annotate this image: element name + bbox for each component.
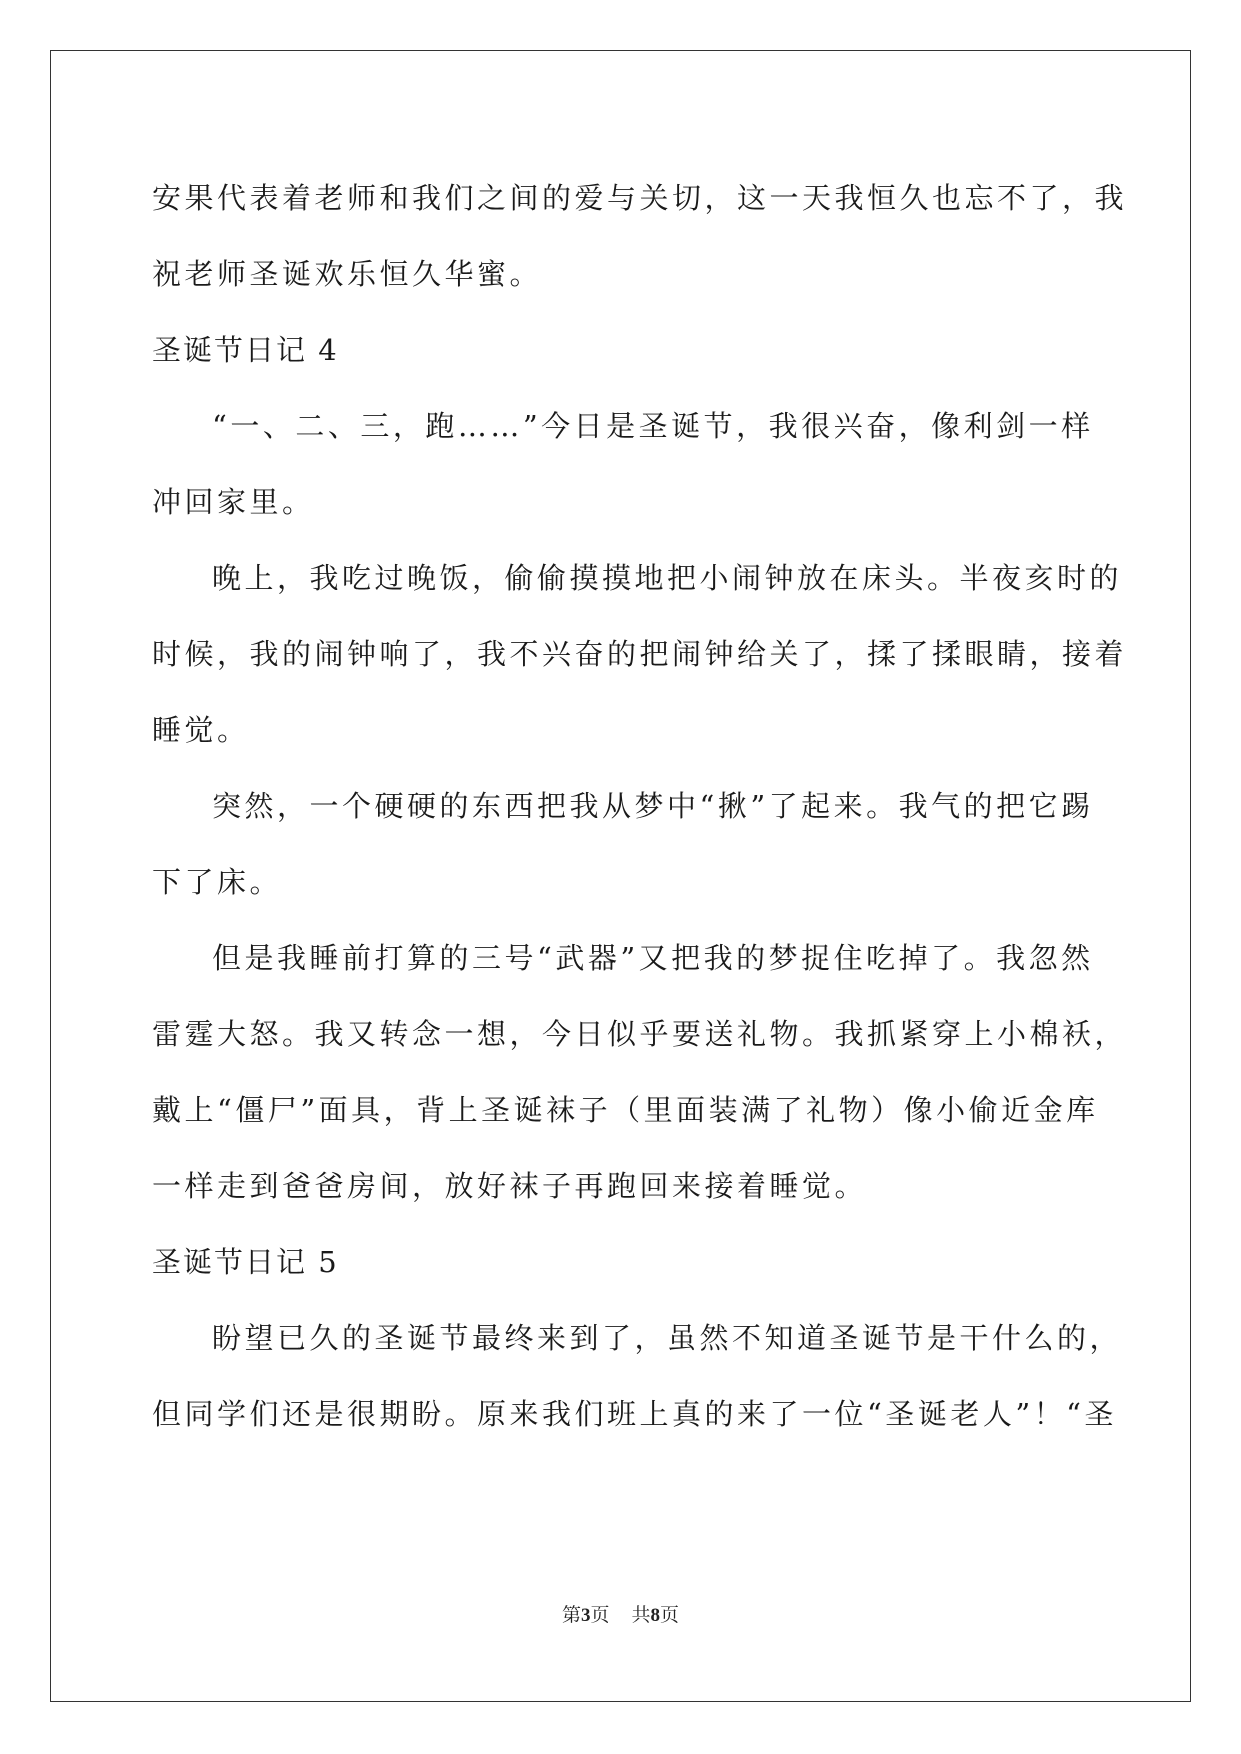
footer-prefix: 第 <box>561 1605 581 1626</box>
text-line: 但同学们还是很期盼。原来我们班上真的来了一位“圣诞老人”！“圣 <box>152 1397 1117 1431</box>
section-heading: 圣诞节日记 5 <box>152 1245 339 1279</box>
text-line: 时候，我的闹钟响了，我不兴奋的把闹钟给关了，揉了揉眼睛，接着 <box>152 637 1128 671</box>
footer-page-unit: 页 <box>590 1605 610 1626</box>
text-line: 戴上“僵尸”面具，背上圣诞袜子（里面装满了礼物）像小偷近金库 <box>152 1093 1099 1127</box>
section-heading: 圣诞节日记 4 <box>152 333 339 367</box>
page-footer <box>0 1600 1241 1627</box>
current-page-number: 3 <box>580 1605 591 1626</box>
paragraph-first-line: 晚上，我吃过晚饭，偷偷摸摸地把小闹钟放在床头。半夜亥时的 <box>212 561 1123 595</box>
text-line: 一样走到爸爸房间，放好袜子再跑回来接着睡觉。 <box>152 1169 868 1203</box>
text-line: 雷霆大怒。我又转念一想，今日似乎要送礼物。我抓紧穿上小棉袄， <box>152 1017 1128 1051</box>
document-body <box>152 160 1128 1452</box>
text-line: 下了床。 <box>152 865 283 899</box>
paragraph-first-line: “一、二、三，跑……”今日是圣诞节，我很兴奋，像利剑一样 <box>212 409 1094 443</box>
text-line: 冲回家里。 <box>152 485 315 519</box>
paragraph-first-line: 但是我睡前打算的三号“武器”又把我的梦捉住吃掉了。我忽然 <box>212 941 1094 975</box>
paragraph-first-line: 盼望已久的圣诞节最终来到了，虽然不知道圣诞节是干什么的， <box>212 1321 1123 1355</box>
footer-total-prefix: 共 <box>631 1605 651 1626</box>
paragraph-first-line: 突然，一个硬硬的东西把我从梦中“揪”了起来。我气的把它踢 <box>212 789 1094 823</box>
footer-total-unit: 页 <box>660 1605 680 1626</box>
text-line: 祝老师圣诞欢乐恒久华蜜。 <box>152 257 543 291</box>
text-line: 安果代表着老师和我们之间的爱与关切，这一天我恒久也忘不了，我 <box>152 181 1128 215</box>
total-pages-number: 8 <box>650 1605 661 1626</box>
text-line: 睡觉。 <box>152 713 250 747</box>
